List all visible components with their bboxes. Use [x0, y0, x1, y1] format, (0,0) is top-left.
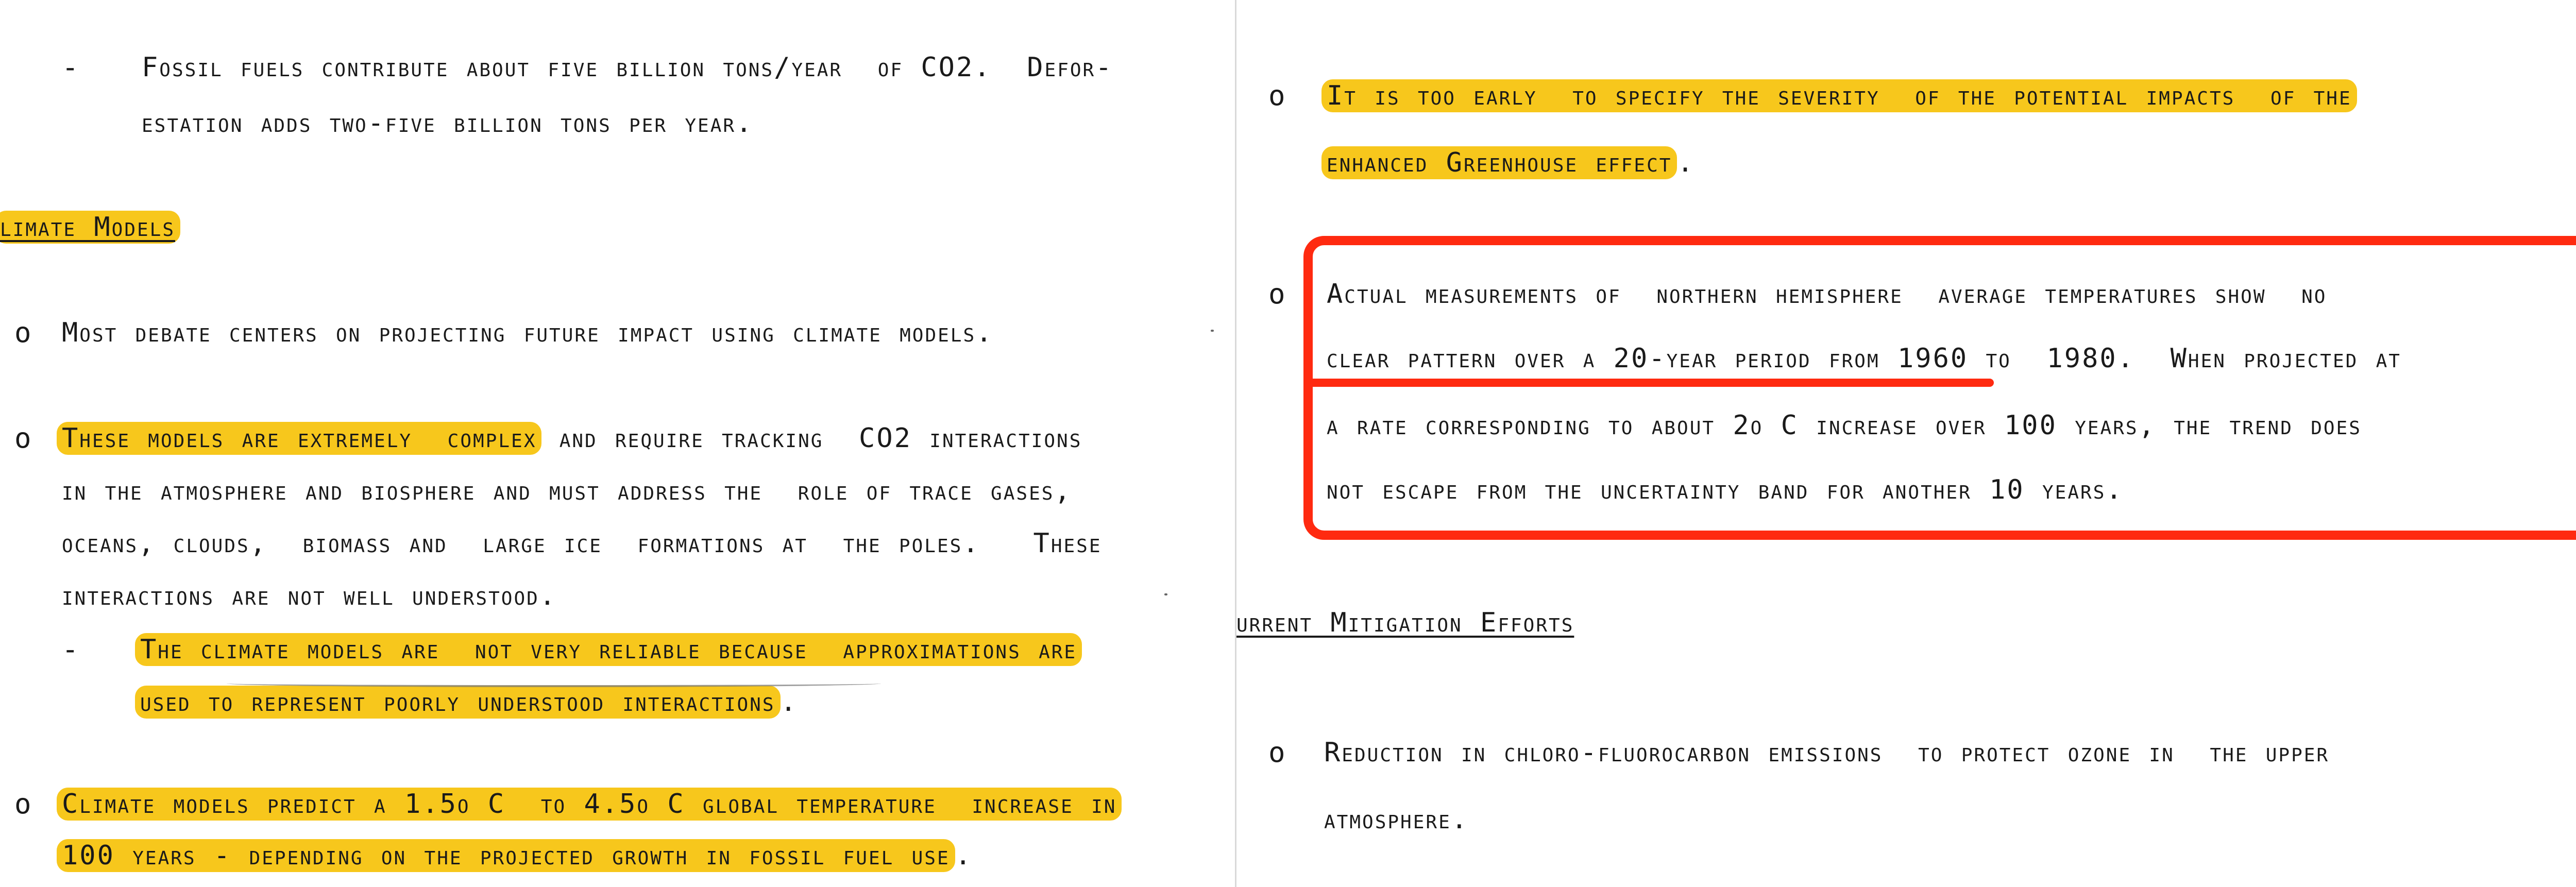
climate-models-item2-line3: oceans, clouds, biomass and large ice formations at the poles. These	[62, 528, 1102, 559]
right-item1-bullet: o	[1268, 79, 1285, 112]
measurements-line-2: clear pattern over a 20-year period from 1960 to 1980. When projected at	[1327, 343, 2401, 374]
item3-bullet: o	[14, 788, 31, 820]
pencil-underline-mark	[227, 680, 881, 687]
item2-highlight: These models are extremely complex	[57, 422, 541, 455]
sub-dash: -	[62, 633, 79, 666]
measurements-line-3: a rate corresponding to about 2o C increase over 100 years, the trend does	[1327, 410, 2362, 441]
right-item3-bullet: o	[1268, 736, 1285, 769]
severity-line-2: enhanced Greenhouse effect .	[1327, 147, 1695, 179]
climate-models-heading: limate Models	[0, 211, 180, 243]
item2-bullet: o	[14, 422, 31, 454]
reliability-line-1: The climate models are not very reliable because approximations are	[140, 634, 1082, 666]
reliability-line-2: used to represent poorly understood interactions .	[140, 686, 798, 718]
climate-models-item2-line2: in the atmosphere and biosphere and must address the role of trace gases,	[62, 475, 1072, 506]
red-annotation-underline-2	[1309, 379, 1994, 387]
climate-models-item2-line1: These models are extremely complex and require tracking CO2 interactions	[62, 422, 1082, 454]
measurements-line-1: Actual measurements of northern hemisphere average temperatures show no	[1327, 279, 2327, 310]
scan-speck	[1211, 330, 1214, 332]
climate-models-item2-line4: interactions are not well understood.	[62, 581, 557, 611]
item1-bullet: o	[14, 316, 31, 349]
severity-line-1: It is too early to specify the severity of the potential impacts of the	[1327, 80, 2357, 112]
right-document-page	[1236, 0, 2576, 887]
fossil-fuel-line-2: estation adds two-five billion tons per year.	[142, 108, 754, 139]
fossil-fuel-line-1: Fossil fuels contribute about five billion tons/year of CO2. Defor-	[142, 52, 1113, 83]
climate-prediction-line-2: 100 years - depending on the projected growth in fossil fuel use .	[62, 840, 973, 872]
measurements-line-4: not escape from the uncertainty band for another 10 years.	[1327, 474, 2124, 505]
climate-models-item1: Most debate centers on projecting future impact using climate models.	[62, 317, 994, 348]
climate-prediction-line-1: Climate models predict a 1.5o C to 4.5o C global temperature increase in	[62, 788, 1122, 820]
left-document-page	[0, 0, 1236, 887]
reduction-line-2: atmosphere.	[1324, 804, 1469, 835]
mitigation-heading: urrent Mitigation Efforts	[1236, 607, 1574, 638]
red-annotation-box	[1303, 236, 2576, 540]
reduction-line-1: Reduction in chloro-fluorocarbon emissions to protect ozone in the upper	[1324, 737, 2330, 768]
scan-speck	[1164, 593, 1167, 595]
right-item2-bullet: o	[1268, 278, 1285, 310]
fossil-dash: -	[62, 51, 79, 83]
